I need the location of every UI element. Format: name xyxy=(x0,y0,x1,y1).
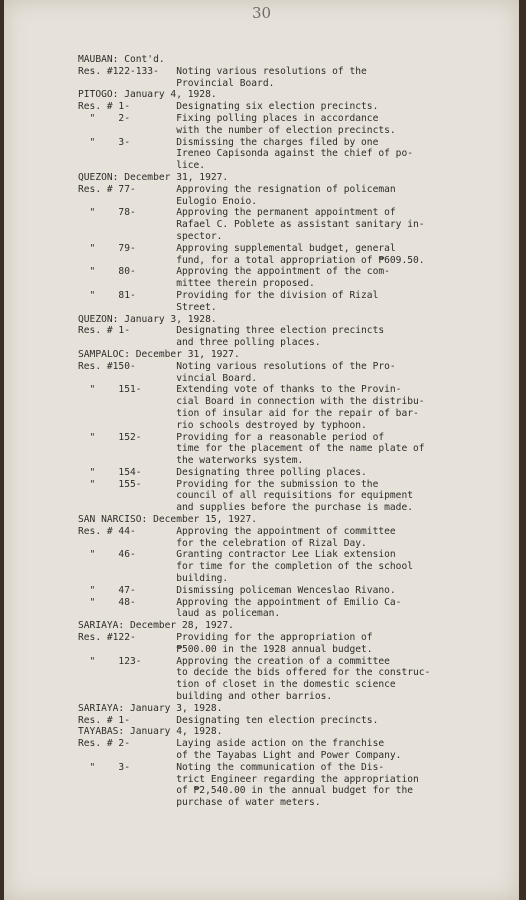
text-line: spector. xyxy=(78,230,223,242)
document-page xyxy=(4,0,519,900)
text-line: " 48- Approving the appointment of Emilio Ca- xyxy=(78,596,402,608)
text-line: mittee therein proposed. xyxy=(78,278,315,290)
text-line: fund, for a total appropriation of ₱609.50. xyxy=(78,254,425,266)
text-line: rio schools destroyed by typhoon. xyxy=(78,419,367,431)
text-line: vincial Board. xyxy=(78,372,258,384)
text-line: " 46- Granting contractor Lee Liak extension xyxy=(78,549,396,561)
text-line: SAMPALOC: December 31, 1927. xyxy=(78,348,240,360)
text-line: Res. # 77- Approving the resignation of policeman xyxy=(78,183,396,195)
text-line: cial Board in connection with the distribu- xyxy=(78,396,425,408)
text-line: " 155- Providing for the submission to the xyxy=(78,478,379,490)
text-line: Res. #122-133- Noting various resolutions of the xyxy=(78,65,367,77)
text-line: QUEZON: January 3, 1928. xyxy=(78,313,217,325)
text-line: " 78- Approving the permanent appointment of xyxy=(78,207,396,219)
text-line: for time for the completion of the school xyxy=(78,561,414,573)
text-line: Res. # 2- Laying aside action on the franchise xyxy=(78,738,385,750)
text-line: SARIAYA: December 28, 1927. xyxy=(78,620,234,632)
text-line: tion of insular aid for the repair of bar- xyxy=(78,407,419,419)
text-line: Rafael C. Poblete as assistant sanitary in- xyxy=(78,219,425,231)
text-line: tion of closet in the domestic science xyxy=(78,679,396,691)
text-line: Res. #122- Providing for the appropriation of xyxy=(78,632,373,644)
text-line: building and other barrios. xyxy=(78,691,333,703)
text-line: Eulogio Enoio. xyxy=(78,195,258,207)
text-line: " 152- Providing for a reasonable period of xyxy=(78,431,385,443)
text-line: to decide the bids offered for the construc- xyxy=(78,667,431,679)
text-line: for the celebration of Rizal Day. xyxy=(78,537,367,549)
text-line: TAYABAS: January 4, 1928. xyxy=(78,726,223,738)
text-line: and three polling places. xyxy=(78,337,321,349)
text-line: " 81- Providing for the division of Rizal xyxy=(78,289,379,301)
text-line: building. xyxy=(78,573,229,585)
text-line: " 123- Approving the creation of a committee xyxy=(78,655,390,667)
text-line: Res. # 44- Approving the appointment of committee xyxy=(78,525,396,537)
text-line: ₱500.00 in the 1928 annual budget. xyxy=(78,643,373,655)
resolutions-text xyxy=(78,54,518,809)
text-line: SAN NARCISO: December 15, 1927. xyxy=(78,514,258,526)
text-line: Res. # 1- Designating three election precincts xyxy=(78,325,385,337)
text-line: trict Engineer regarding the appropriation xyxy=(78,773,419,785)
text-line: laud as policeman. xyxy=(78,608,281,620)
text-line: Provincial Board. xyxy=(78,77,275,89)
text-line: " 151- Extending vote of thanks to the Provin- xyxy=(78,384,402,396)
text-line: SARIAYA: January 3, 1928. xyxy=(78,702,223,714)
text-line: of ₱2,540.00 in the annual budget for the xyxy=(78,785,414,797)
text-line: " 47- Dismissing policeman Wenceslao Rivano. xyxy=(78,584,396,596)
text-line: Ireneo Capisonda against the chief of po- xyxy=(78,148,414,160)
text-line: lice. xyxy=(78,160,206,172)
text-line: QUEZON: December 31, 1927. xyxy=(78,171,229,183)
text-line: " 154- Designating three polling places. xyxy=(78,466,367,478)
text-line: " 79- Approving supplemental budget, general xyxy=(78,242,396,254)
text-line: with the number of election precincts. xyxy=(78,124,396,136)
text-line: and supplies before the purchase is made. xyxy=(78,502,414,514)
text-line: Street. xyxy=(78,301,217,313)
text-line: PITOGO: January 4, 1928. xyxy=(78,89,217,101)
text-line: time for the placement of the name plate of xyxy=(78,443,425,455)
text-line: Res. #150- Noting various resolutions of the Pro- xyxy=(78,360,396,372)
text-line: " 2- Fixing polling places in accordance xyxy=(78,112,379,124)
text-line: " 80- Approving the appointment of the com- xyxy=(78,266,390,278)
text-line: Res. # 1- Designating ten election precincts. xyxy=(78,714,379,726)
text-line: " 3- Noting the communication of the Dis- xyxy=(78,761,385,773)
text-line: " 3- Dismissing the charges filed by one xyxy=(78,136,379,148)
text-line: the waterworks system. xyxy=(78,455,304,467)
text-line: purchase of water meters. xyxy=(78,797,321,809)
text-line: of the Tayabas Light and Power Company. xyxy=(78,750,402,762)
text-line: MAUBAN: Cont'd. xyxy=(78,54,165,65)
text-line: council of all requisitions for equipment xyxy=(78,490,414,502)
page-number: 30 xyxy=(251,4,272,22)
text-line: Res. # 1- Designating six election precincts. xyxy=(78,101,379,113)
